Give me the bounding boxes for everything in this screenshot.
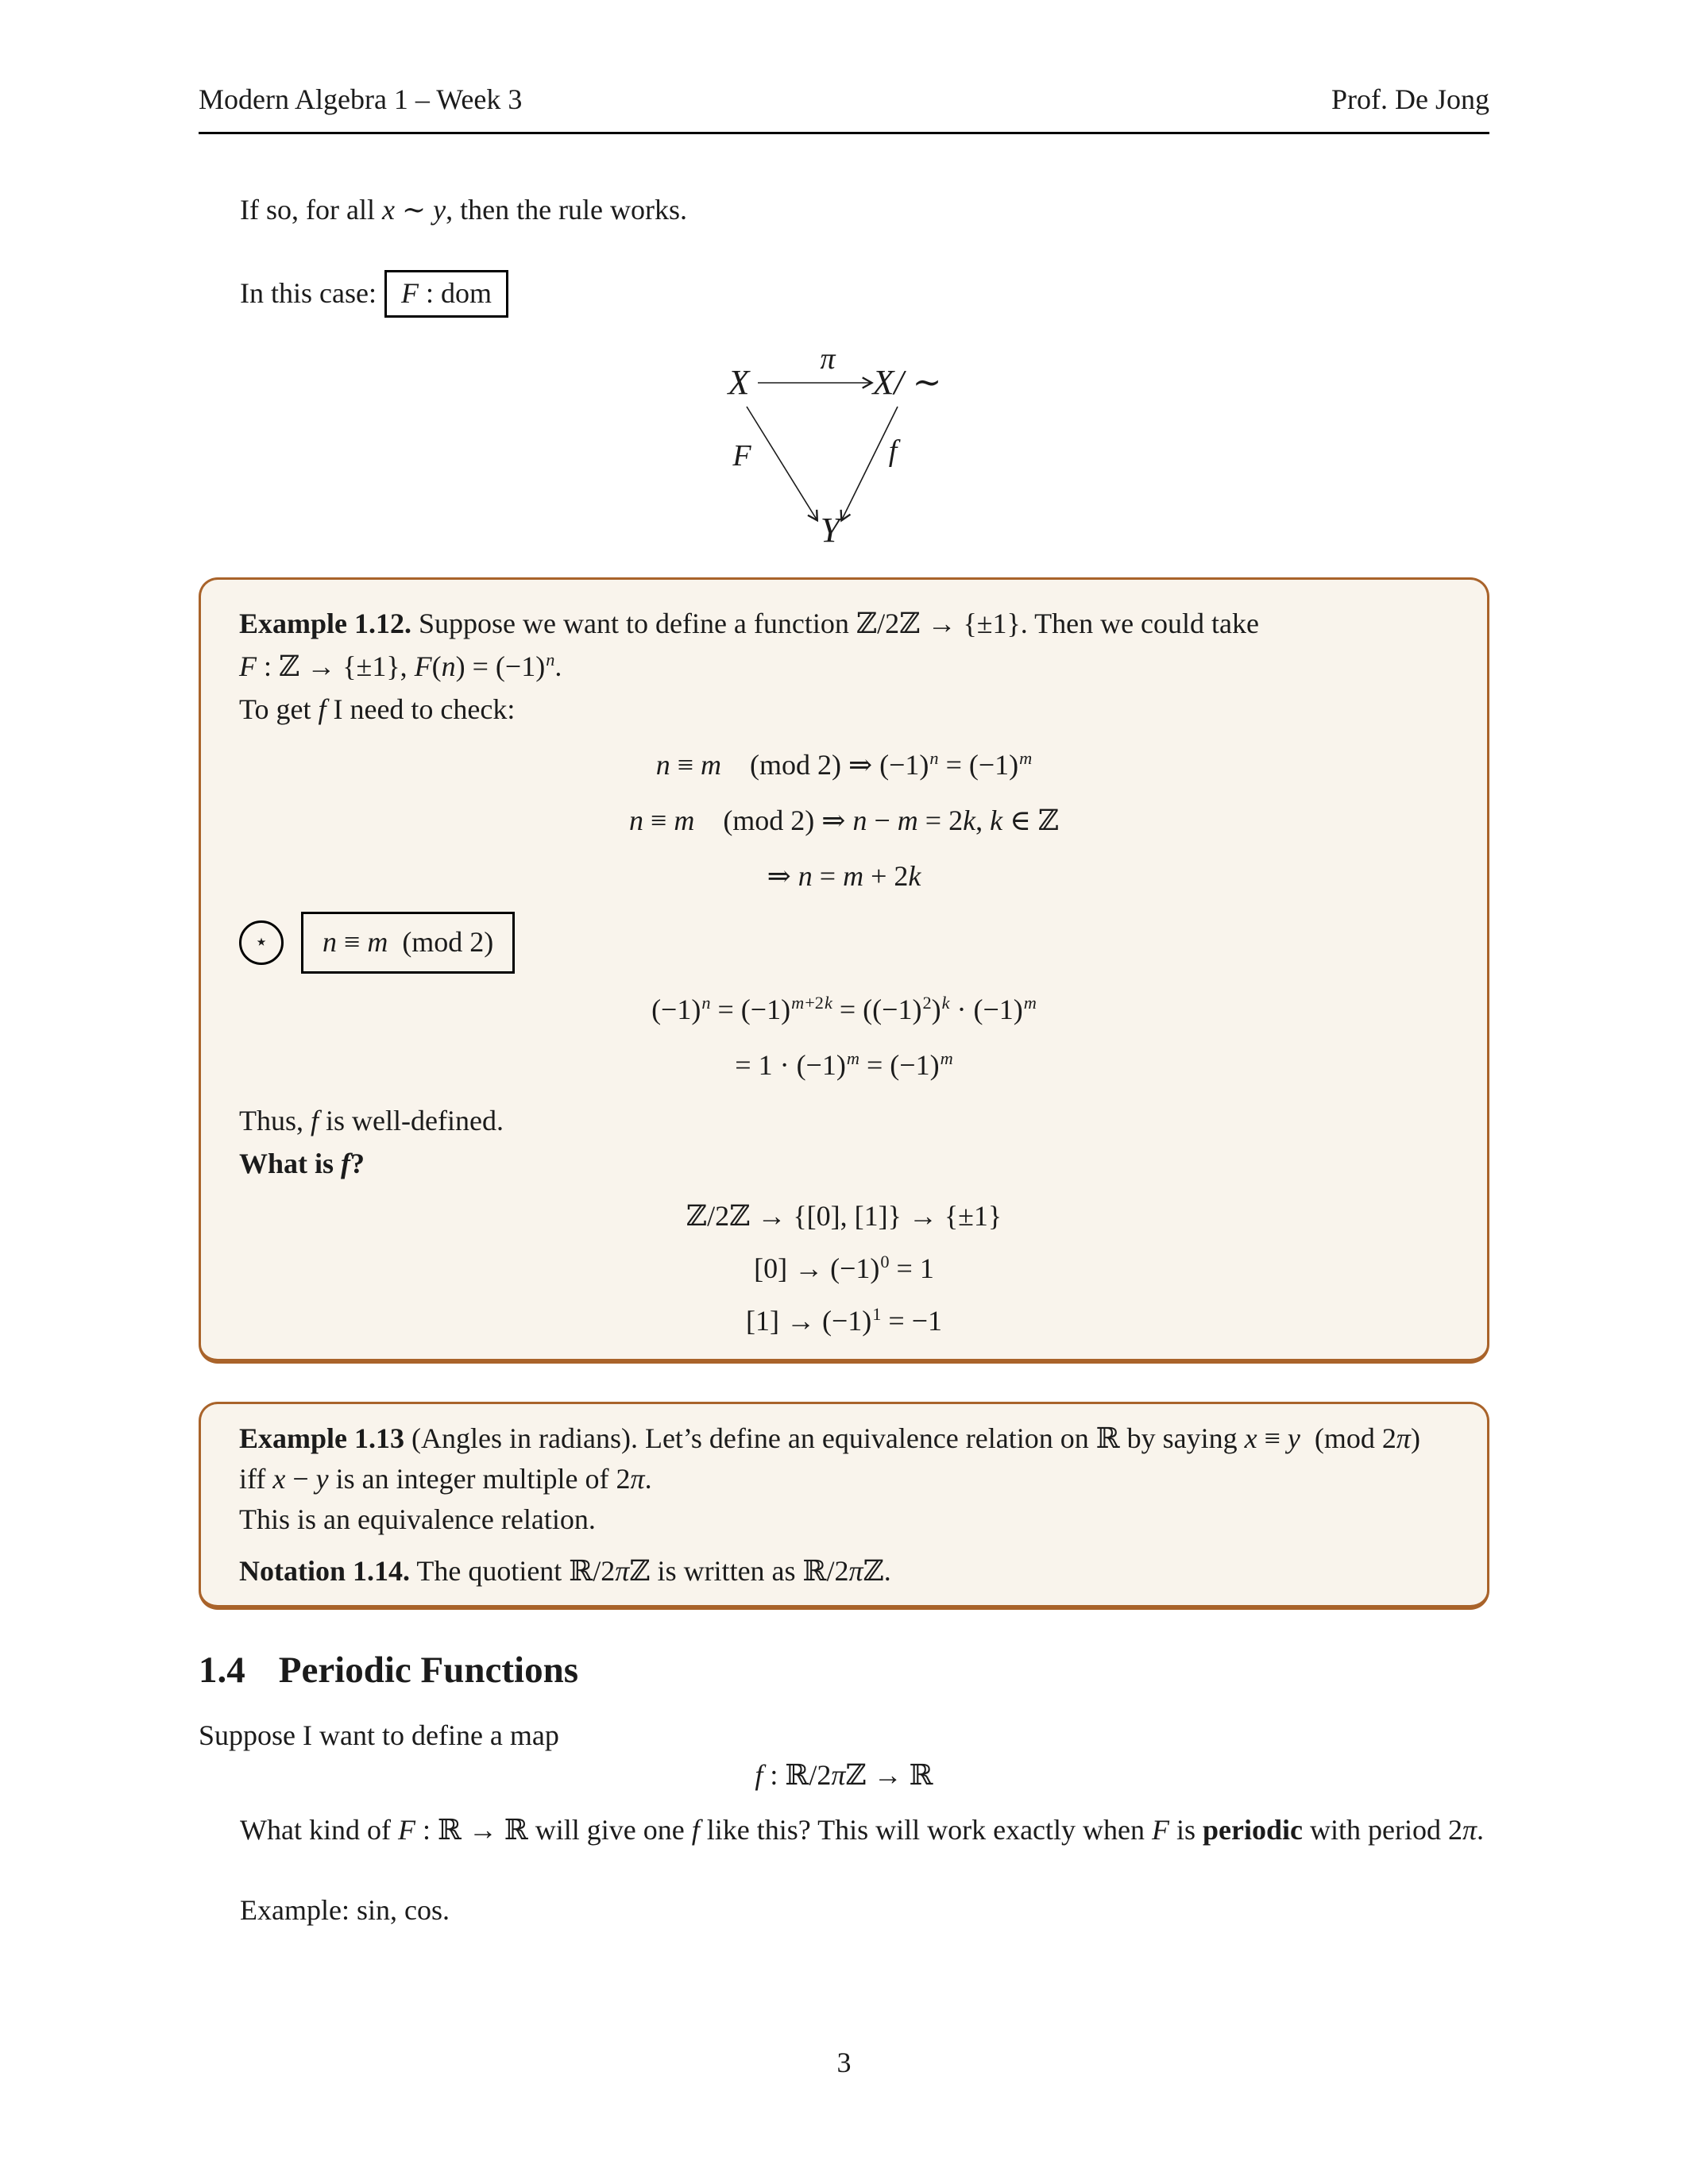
section-number: 1.4 <box>199 1650 245 1691</box>
example-1-12-intro: Example 1.12. Suppose we want to define a function ℤ/2ℤ → {±1}. Then we could take <box>239 608 1259 639</box>
f-dom-box: F : dom <box>384 270 508 318</box>
example-1-12-definition: F : ℤ → {±1}, $F(n) = (-1)^n$. <box>239 649 562 682</box>
diagram-label-pi: π <box>820 342 836 376</box>
diagram-node-x-quotient: X/ ∼ <box>872 363 942 402</box>
starred-statement <box>239 912 1449 974</box>
diagram-arrow-F <box>747 407 817 519</box>
equation-mod2-implies-powers: n ≡ m (mod 2) ⇒ $(-1)^n = (-1)^m$ <box>655 747 1033 781</box>
section-heading <box>199 1649 578 1692</box>
equation-n-equals-m-plus-2k: ⇒ n = m + 2k <box>767 860 921 892</box>
equation-simplification: = $1 \cdot (-1)^m = (-1)^m$ <box>735 1048 953 1081</box>
section-title: Periodic Functions <box>278 1650 579 1691</box>
equation-class-0: $[0] \to (-1)^0 = 1$ <box>754 1251 934 1284</box>
equation-class-1: $[1] \to (-1)^1 = -1$ <box>745 1303 943 1337</box>
star-marker: ⋆ <box>239 920 284 965</box>
boxed-congruence: n ≡ m (mod 2) <box>301 912 515 974</box>
example-1-13-remark: This is an equivalence relation. <box>239 1503 596 1536</box>
commutative-diagram <box>659 332 993 554</box>
equation-mod2-implies-2k: n ≡ m (mod 2) ⇒ n − m = 2k, k ∈ ℤ <box>629 805 1059 836</box>
paragraph-in-this-case <box>199 270 1489 318</box>
page-number: 3 <box>836 2047 852 2078</box>
diagram-label-f: f <box>888 434 898 468</box>
paragraph-example-sin-cos: Example: sin, cos. <box>240 1894 450 1926</box>
notation-1-14: Notation 1.14. The quotient ℝ/2πℤ is written as ℝ/2πℤ. <box>239 1555 891 1588</box>
example-1-12-check-line: To get f I need to check: <box>239 693 516 725</box>
page-header <box>199 83 1489 116</box>
example-1-13-box <box>199 1402 1489 1610</box>
equation-quotient-map: ℤ/2ℤ → {[0], [1]} → {±1} <box>686 1200 1002 1232</box>
header-professor: Prof. De Jong <box>1331 83 1489 115</box>
header-rule <box>199 132 1489 134</box>
header-course-title: Modern Algebra 1 – Week 3 <box>199 83 523 115</box>
diagram-label-F: F <box>732 439 751 473</box>
paragraph-what-kind: What kind of F : ℝ → ℝ will give one f like this? This will work exactly when F is periodic with period 2π. <box>240 1814 1485 1846</box>
paragraph-if-so: If so, for all x ∼ y, then the rule works. <box>240 194 688 226</box>
case-label: In this case: <box>240 277 377 309</box>
example-1-12-box <box>199 577 1489 1364</box>
paragraph-suppose: Suppose I want to define a map <box>199 1719 559 1751</box>
example-1-13-body: Example 1.13 (Angles in radians). Let’s define an equivalence relation on ℝ by saying x ≡ y (mod 2π) iff x − y is an integer multiple of 2π. <box>239 1422 1420 1495</box>
equation-f-quotient-map: f : ℝ/2πℤ → ℝ <box>755 1759 933 1791</box>
diagram-node-x: X <box>728 363 750 402</box>
diagram-node-y: Y <box>820 511 840 550</box>
example-1-12-conclusion: Thus, f is well-defined. <box>239 1105 504 1136</box>
example-1-12-question: What is f? <box>239 1148 365 1179</box>
equation-expansion: $(-1)^n = (-1)^{m+2k} = ((-1)^2)^k \cdot (-1)^m$ <box>651 992 1037 1025</box>
